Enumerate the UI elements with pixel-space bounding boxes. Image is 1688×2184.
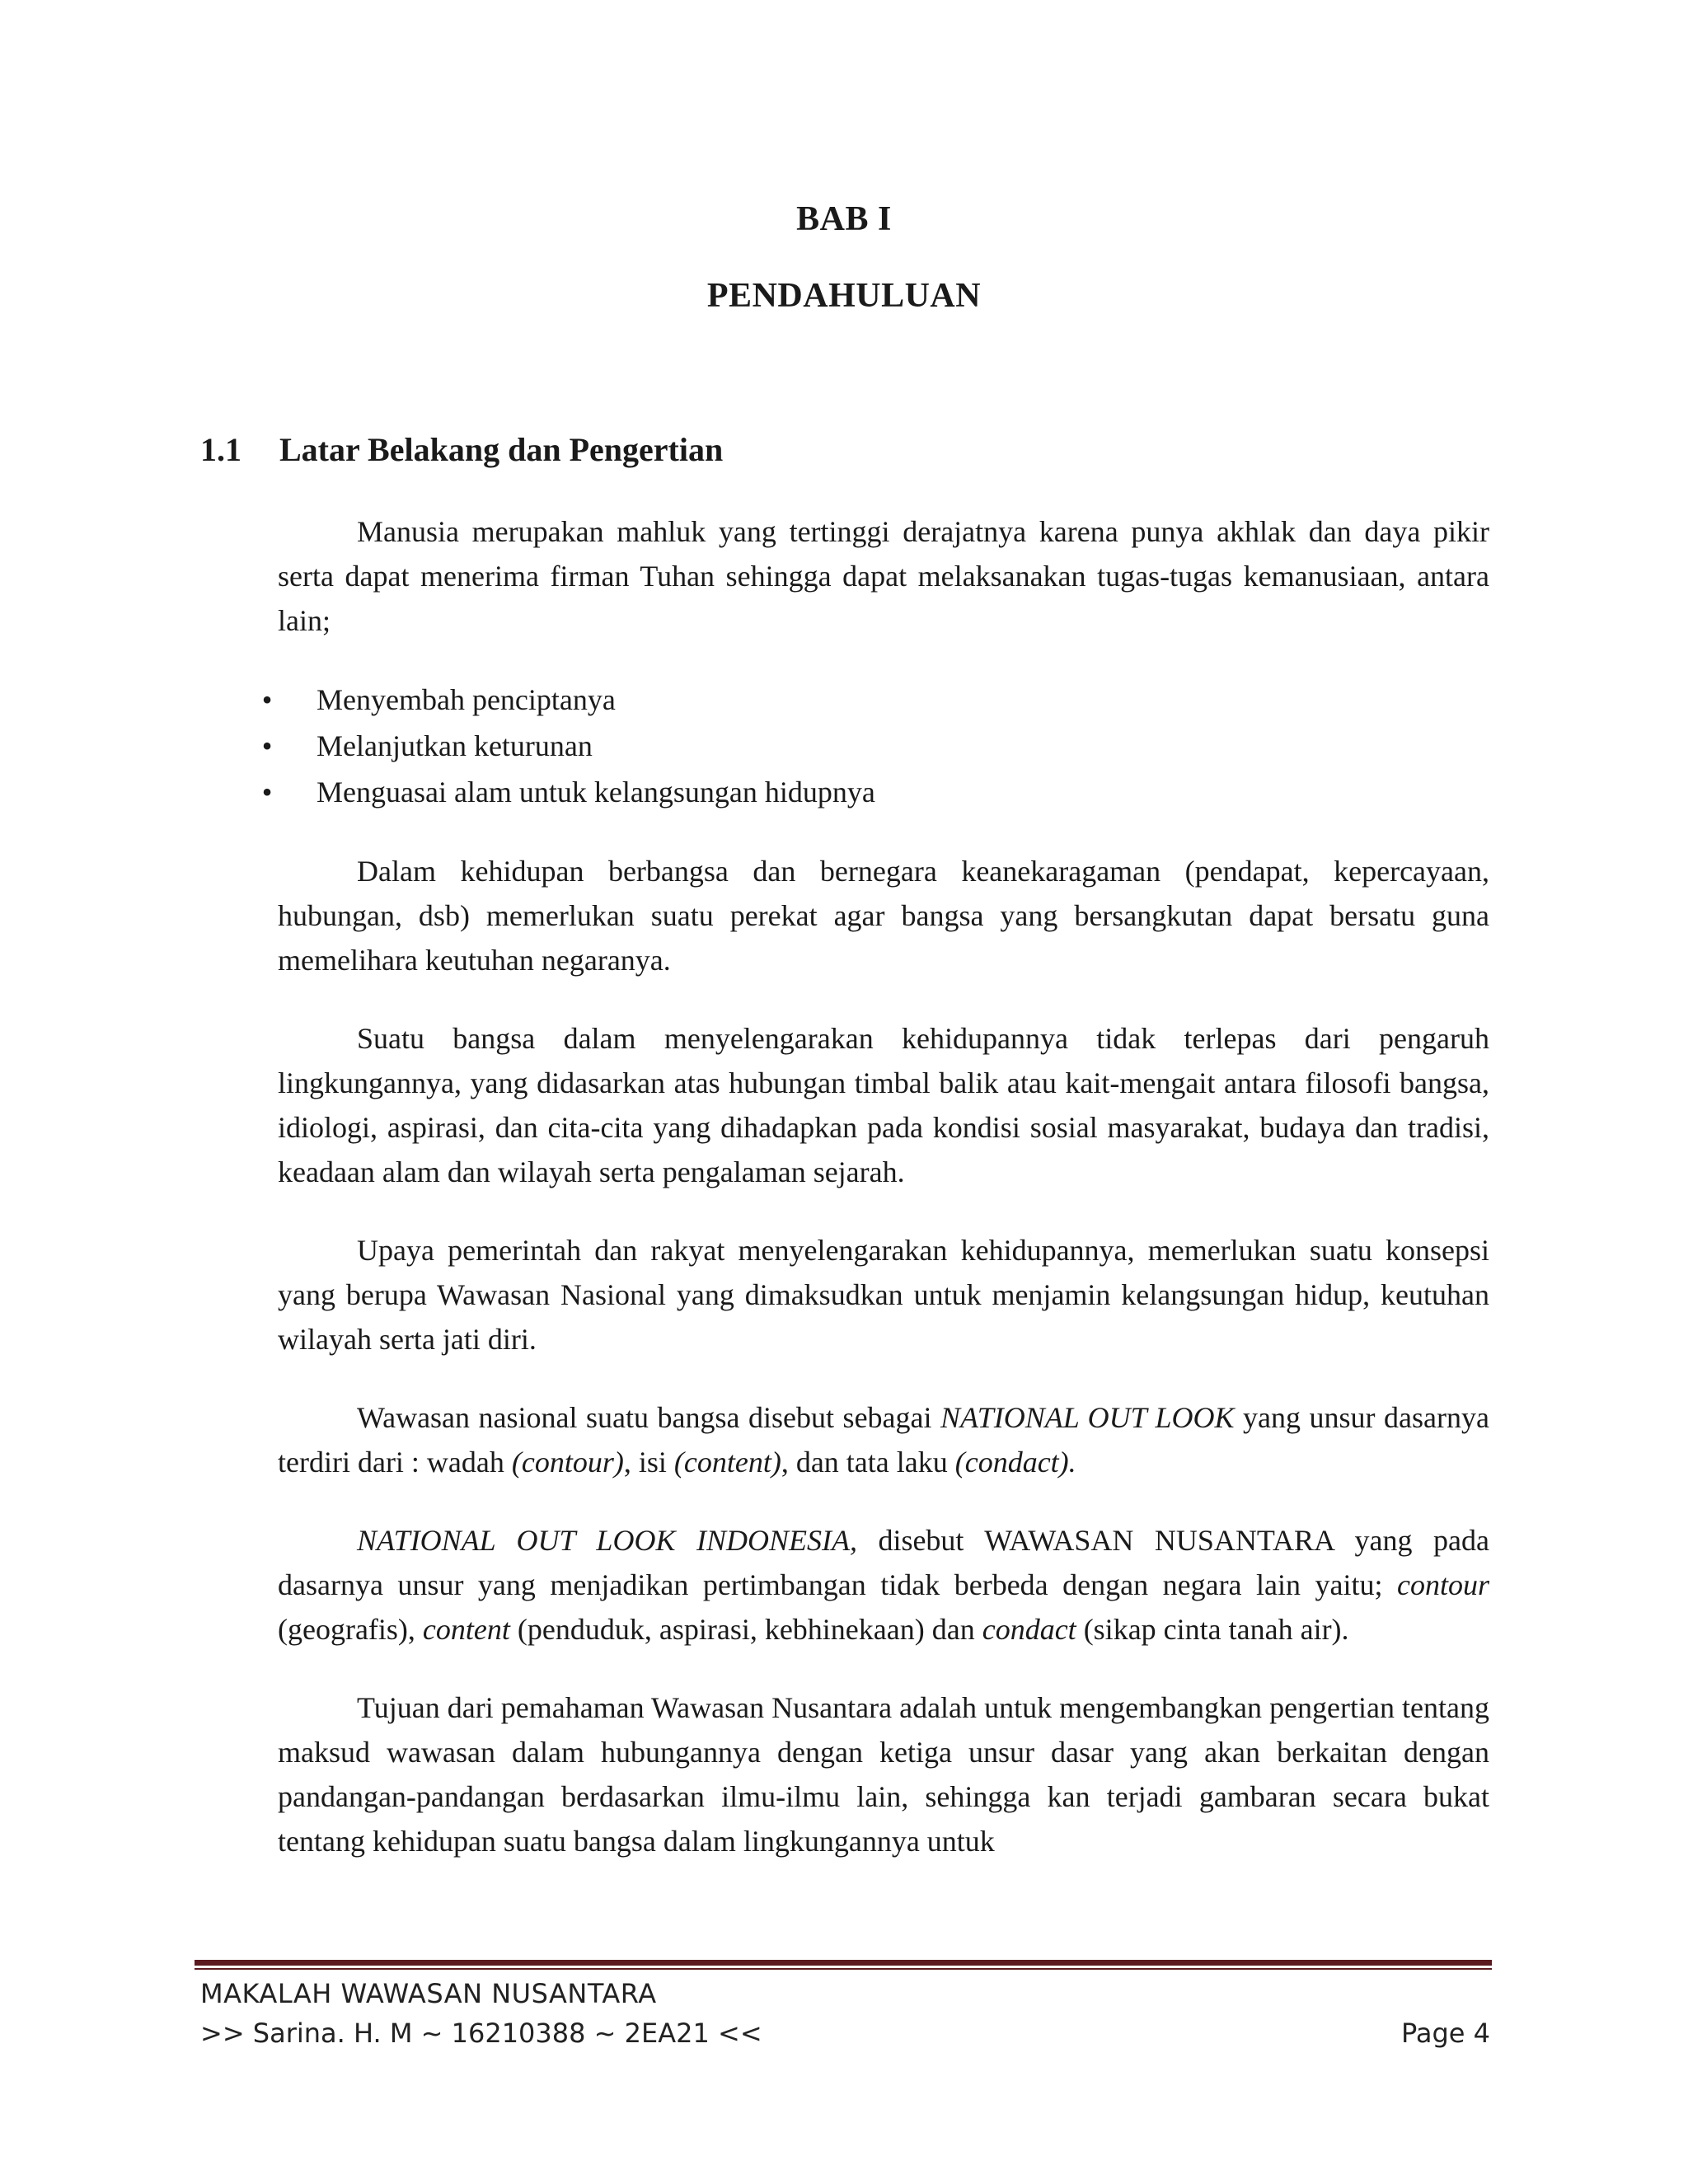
- chapter-number: BAB I: [796, 200, 892, 238]
- bullet-icon: •: [261, 729, 273, 762]
- paragraph-4: Upaya pemerintah dan rakyat menyelengarakan kehidupannya, memerlukan suatu konsepsi yang berupa Wawasan Nasional yang dimaksudkan untuk menjamin kelangsungan hidup, keutuhan wilayah serta jati diri.: [278, 1234, 1489, 1356]
- footer-rule: [195, 1960, 1492, 1966]
- paragraph-3: Suatu bangsa dalam menyelengarakan kehidupannya tidak terlepas dari pengaruh lingkungannya, yang didasarkan atas hubungan timbal balik atau kait-mengait antara filosofi bangsa, idiologi, aspirasi, dan cita-cita yang dihadapkan pada kondisi sosial masyarakat, budaya dan tradisi, keadaan alam dan wilayah serta pengalaman sejarah.: [278, 1022, 1489, 1188]
- list-item: [246, 723, 1489, 769]
- page-number: Page 4: [1401, 2018, 1490, 2049]
- chapter-title: PENDAHULUAN: [706, 277, 982, 315]
- bullet-list: [246, 677, 1489, 815]
- list-item-text: Menguasai alam untuk kelangsungan hidupnya: [316, 776, 875, 808]
- paragraph-5-text: , isi: [623, 1446, 674, 1479]
- paragraph-5-term: (content): [673, 1446, 781, 1479]
- paragraph-6-text: (penduduk, aspirasi, kebhinekaan) dan: [509, 1613, 982, 1646]
- paragraph-5: [278, 1395, 1489, 1484]
- footer-author: >> Sarina. H. M ~ 16210388 ~ 2EA21 <<: [200, 2018, 762, 2049]
- paragraph-7: Tujuan dari pemahaman Wawasan Nusantara adalah untuk mengembangkan pengertian tentang maksud wawasan dalam hubungannya dengan ketiga unsur dasar yang akan berkaitan dengan pandangan-pandangan berdasarkan ilmu-ilmu lain, sehingga kan terjadi gambaran secara bukat tentang kehidupan suatu bangsa dalam lingkungannya untuk: [278, 1691, 1489, 1858]
- body-text: [261, 509, 1489, 1897]
- list-item-text: Menyembah penciptanya: [316, 683, 616, 716]
- section-title: Latar Belakang dan Pengertian: [279, 431, 724, 468]
- paragraph-6-text: disebut WAWASAN NUSANTARA yang pada dasarnya unsur yang menjadikan pertimbangan tidak berbeda dengan negara lain yaitu;: [278, 1524, 1489, 1601]
- paragraph-2: Dalam kehidupan berbangsa dan bernegara keanekaragaman (pendapat, kepercayaan, hubungan, dsb) memerlukan suatu perekat agar bangsa yang bersangkutan dapat bersatu guna memelihara keutuhan negaranya.: [278, 855, 1489, 977]
- list-item: [246, 769, 1489, 815]
- paragraph-6-text: (geografis),: [278, 1613, 423, 1646]
- paragraph-5-text: , dan tata laku: [781, 1446, 955, 1479]
- paragraph-6-term: condact: [982, 1613, 1076, 1646]
- section-heading: [200, 430, 723, 469]
- list-item: [246, 677, 1489, 723]
- paragraph-6-term: content: [422, 1613, 510, 1646]
- paragraph-5-term: (condact).: [954, 1446, 1076, 1479]
- section-number: 1.1: [200, 431, 241, 468]
- paragraph-1: Manusia merupakan mahluk yang tertinggi derajatnya karena punya akhlak dan daya pikir serta dapat menerima firman Tuhan sehingga dapat melaksanakan tugas-tugas kemanusiaan, antara lain;: [278, 515, 1489, 637]
- list-item-text: Melanjutkan keturunan: [316, 729, 593, 762]
- paragraph-5-text: Wawasan nasional suatu bangsa disebut sebagai: [357, 1401, 941, 1434]
- paragraph-6: [278, 1518, 1489, 1652]
- paragraph-5-text: yang unsur dasarnya terdiri dari : wadah: [278, 1401, 1489, 1479]
- footer-author-line: [200, 2018, 1490, 2049]
- footer-title: MAKALAH WAWASAN NUSANTARA: [200, 1978, 657, 2009]
- paragraph-6-text: (sikap cinta tanah air).: [1076, 1613, 1349, 1646]
- paragraph-6-term: NATIONAL OUT LOOK INDONESIA,: [357, 1524, 857, 1557]
- bullet-icon: •: [261, 683, 273, 716]
- footer-rule-thin: [195, 1968, 1492, 1970]
- paragraph-5-term: NATIONAL OUT LOOK: [940, 1401, 1235, 1434]
- bullet-icon: •: [261, 776, 273, 808]
- paragraph-6-term: contour: [1397, 1568, 1489, 1601]
- paragraph-5-term: (contour): [511, 1446, 624, 1479]
